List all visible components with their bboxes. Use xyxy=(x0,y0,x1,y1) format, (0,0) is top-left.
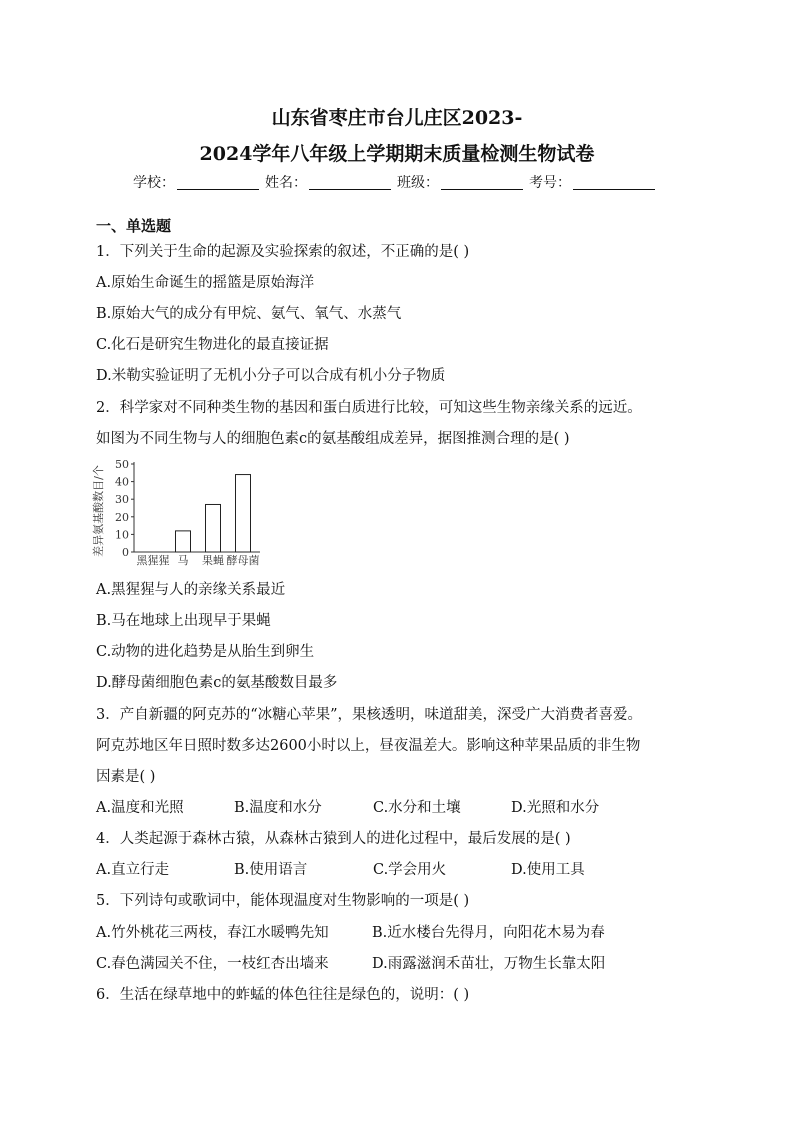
chart-category-label: 黑猩猩 xyxy=(136,554,170,567)
q5-options-row2 xyxy=(96,952,605,973)
chart-y-tick-label: 0 xyxy=(122,546,129,559)
q3-stem-line1: 3．产自新疆的阿克苏的“冰糖心苹果”，果核透明，味道甜美，深受广大消费者喜爱。 xyxy=(96,707,643,723)
q4-option-c: C.学会用火 xyxy=(373,862,447,878)
chart-bar xyxy=(176,531,191,552)
q1-option-d: D.米勒实验证明了无机小分子可以合成有机小分子物质 xyxy=(96,368,446,384)
q5-option-c: C.春色满园关不住，一枝红杏出墙来 xyxy=(96,956,329,972)
q3-option-c: C.水分和土壤 xyxy=(373,800,461,816)
q5-option-a: A.竹外桃花三两枝，春江水暖鸭先知 xyxy=(96,925,329,941)
chart-y-tick-label: 20 xyxy=(115,510,129,524)
class-blank[interactable] xyxy=(441,175,523,190)
q3-option-d: D.光照和水分 xyxy=(511,800,600,816)
student-info-row xyxy=(0,172,794,192)
q2-option-c: C.动物的进化趋势是从胎生到卵生 xyxy=(96,644,315,660)
name-blank[interactable] xyxy=(309,175,391,190)
q3-stem-line2: 阿克苏地区年日照时数多达2600小时以上，昼夜温差大。影响这种苹果品质的非生物 xyxy=(96,738,641,754)
q5-option-b: B.近水楼台先得月，向阳花木易为春 xyxy=(372,925,605,941)
q5-options-row1 xyxy=(96,921,605,942)
chart-bar xyxy=(206,504,221,552)
q2-stem-line1: 2．科学家对不同种类生物的基因和蛋白质进行比较，可知这些生物亲缘关系的远近。 xyxy=(96,400,642,416)
chart-y-tick-label: 10 xyxy=(115,528,129,542)
school-label: 学校： xyxy=(133,175,175,191)
q2-stem-line2: 如图为不同生物与人的细胞色素c的氨基酸组成差异，据图推测合理的是( ) xyxy=(96,431,570,447)
chart-ylabel: 差异氨基酸数目/个 xyxy=(92,465,105,557)
q4-stem: 4．人类起源于森林古猿，从森林古猿到人的进化过程中，最后发展的是( ) xyxy=(96,831,571,847)
q6-stem: 6．生活在绿草地中的蚱蜢的体色往往是绿色的，说明：( ) xyxy=(96,987,470,1003)
chart-y-tick-label: 30 xyxy=(115,493,129,507)
q1-option-b: B.原始大气的成分有甲烷、氨气、氧气、水蒸气 xyxy=(96,306,402,322)
q1-stem: 1．下列关于生命的起源及实验探索的叙述，不正确的是( ) xyxy=(96,244,470,260)
q4-option-d: D.使用工具 xyxy=(511,862,585,878)
class-label: 班级： xyxy=(397,175,439,191)
q2-option-a: A.黑猩猩与人的亲缘关系最近 xyxy=(96,582,286,598)
q5-stem: 5．下列诗句或歌词中，能体现温度对生物影响的一项是( ) xyxy=(96,893,470,909)
q3-option-b: B.温度和水分 xyxy=(234,800,322,816)
chart-y-tick-label: 50 xyxy=(115,458,129,471)
q4-option-a: A.直立行走 xyxy=(96,862,170,878)
exam-title-line1: 山东省枣庄市台儿庄区2023- xyxy=(271,107,523,129)
school-blank[interactable] xyxy=(177,175,259,190)
section-heading: 一、单选题 xyxy=(96,217,172,235)
chart-category-label: 马 xyxy=(177,554,189,567)
q4-options xyxy=(96,858,585,879)
q5-option-d: D.雨露滋润禾苗壮，万物生长靠太阳 xyxy=(372,956,606,972)
chart-y-tick-label: 40 xyxy=(115,475,129,489)
q3-stem-line3: 因素是( ) xyxy=(96,769,156,785)
chart-bar xyxy=(236,475,251,552)
exam-title-line2: 2024学年八年级上学期期末质量检测生物试卷 xyxy=(199,143,595,165)
number-label: 考号： xyxy=(529,175,571,191)
q1-option-c: C.化石是研究生物进化的最直接证据 xyxy=(96,337,329,353)
q1-option-a: A.原始生命诞生的摇篮是原始海洋 xyxy=(96,275,315,291)
chart-category-label: 酵母菌 xyxy=(226,554,260,567)
q4-option-b: B.使用语言 xyxy=(234,862,308,878)
q2-option-b: B.马在地球上出现早于果蝇 xyxy=(96,613,271,629)
amino-acid-bar-chart xyxy=(92,452,272,570)
q3-options xyxy=(96,796,599,817)
q2-option-d: D.酵母菌细胞色素c的氨基酸数目最多 xyxy=(96,675,338,691)
q3-option-a: A.温度和光照 xyxy=(96,800,184,816)
number-blank[interactable] xyxy=(573,175,655,190)
chart-category-label: 果蝇 xyxy=(202,554,224,567)
name-label: 姓名： xyxy=(265,175,307,191)
